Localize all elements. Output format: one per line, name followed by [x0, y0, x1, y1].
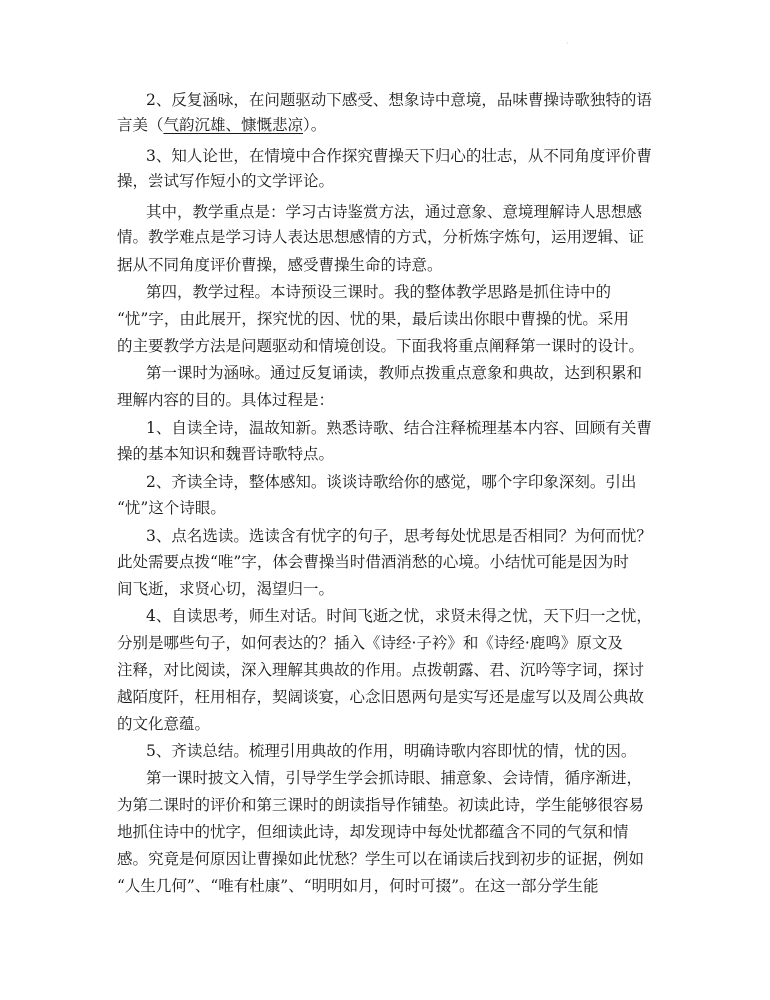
text-line: 4、自读思考，师生对话。时间飞逝之忧，求贤未得之忧，天下归一之忧，: [146, 607, 652, 625]
text-line: 1、自读全诗，温故知新。熟悉诗歌、结合注释梳理基本内容、回顾有关曹: [146, 419, 652, 437]
text-line: 操的基本知识和魏晋诗歌特点。: [117, 445, 335, 463]
text-line: 操，尝试写作短小的文学评论。: [117, 172, 335, 190]
text-line: 3、点名选读。选读含有忧字的句子，思考每处忧思是否相同？为何而忧？: [146, 527, 652, 545]
text-line: 的主要教学方法是问题驱动和情境创设。下面我将重点阐释第一课时的设计。: [117, 337, 645, 355]
text-segment: ）。: [303, 116, 327, 134]
text-line: 2、齐读全诗，整体感知。谈谈诗歌给你的感觉，哪个字印象深刻。引出: [146, 473, 637, 491]
text-line: “人生几何”、“唯有杜康”、“明明如月，何时可掇”。在这一部分学生能: [117, 877, 599, 895]
text-line: 情。教学难点是学习诗人表达思想感情的方式，分析炼字炼句，运用逻辑、证: [117, 228, 645, 246]
text-line: 分别是哪些句子，如何表达的？插入《诗经·子衿》和《诗经·鹿鸣》原文及: [117, 634, 623, 652]
corner-mark: ·: [566, 39, 569, 48]
text-line: “忧”字，由此展开，探究忧的因、忧的果，最后读出你眼中曹操的忧。采用: [117, 310, 629, 328]
underlined-phrase: 气韵沉雄、慷慨悲凉: [163, 116, 304, 134]
text-line: 理解内容的目的。具体过程是：: [117, 391, 335, 409]
text-line: 5、齐读总结。梳理引用典故的作用，明确诗歌内容即忧的情，忧的因。: [146, 742, 637, 760]
text-line: 的文化意蕴。: [117, 715, 211, 733]
text-line: 第一课时为涵咏。通过反复诵读，教师点拨重点意象和典故，达到积累和: [146, 364, 643, 382]
text-line: 其中，教学重点是：学习古诗鉴赏方法，通过意象、意境理解诗人思想感: [146, 203, 643, 221]
text-line: 越陌度阡，枉用相存，契阔谈宴，心念旧恩两句是实写还是虚写以及周公典故: [117, 688, 645, 706]
text-line: 间飞逝，求贤心切，渴望归一。: [117, 580, 335, 598]
text-line: 据从不同角度评价曹操，感受曹操生命的诗意。: [117, 256, 443, 274]
text-line: “忧”这个诗眼。: [117, 499, 226, 517]
text-line: 为第二课时的评价和第三课时的朗读指导作铺垫。初读此诗，学生能够很容易: [117, 796, 645, 814]
text-line: 注释，对比阅读，深入理解其典故的作用。点拨朝露、君、沉吟等字词，探讨: [117, 661, 645, 679]
text-segment: 言美（: [117, 116, 164, 134]
text-line: 感。究竟是何原因让曹操如此忧愁？学生可以在诵读后找到初步的证据，例如: [117, 850, 645, 868]
text-line: 第一课时披文入情，引导学生学会抓诗眼、捕意象、会诗情，循序渐进，: [146, 769, 643, 787]
text-line: 此处需要点拨“唯”字，体会曹操当时借酒消愁的心境。小结忧可能是因为时: [117, 553, 629, 571]
text-line: 地抓住诗中的忧字，但细读此诗，却发现诗中每处忧都蕴含不同的气氛和情: [117, 823, 629, 841]
text-line: 2、反复涵咏，在问题驱动下感受、想象诗中意境，品味曹操诗歌独特的语: [146, 91, 652, 109]
text-line: 3、知人论世，在情境中合作探究曹操天下归心的壮志，从不同角度评价曹: [146, 147, 652, 165]
text-line: [117, 115, 326, 135]
text-line: 第四，教学过程。本诗预设三课时。我的整体教学思路是抓住诗中的: [146, 283, 612, 301]
